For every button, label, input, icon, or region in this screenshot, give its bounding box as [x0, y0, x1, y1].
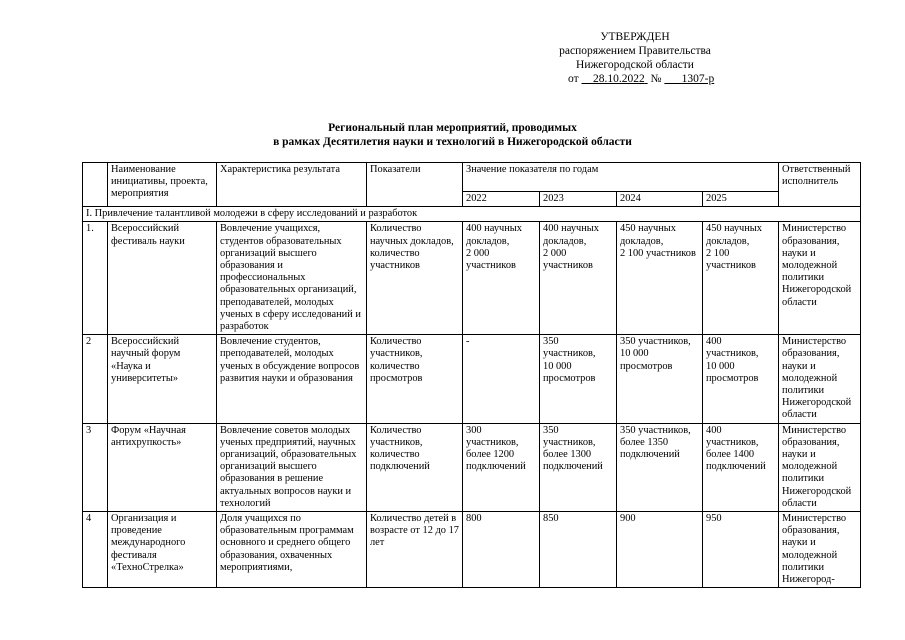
- row-value-2025: 950: [703, 512, 779, 588]
- row-responsible: Министерство образования, науки и молодежной политики Нижегородской области: [779, 222, 861, 335]
- approval-number: [664, 73, 714, 85]
- row-result: Доля учащихся по образовательным программам основного и среднего общего образования, охваченных мероприятиями,: [217, 512, 367, 588]
- row-value-2024: 350 участников, 10 000 просмотров: [617, 335, 703, 423]
- row-value-2023: 400 научных докладов, 2 000 участников: [540, 222, 617, 335]
- table-row: [83, 423, 861, 511]
- row-initiative: Всероссийский фестиваль науки: [108, 222, 217, 335]
- row-value-2025: 400 участников, 10 000 просмотров: [703, 335, 779, 423]
- row-initiative: Организация и проведение международного фестиваля «ТехноСтрелка»: [108, 512, 217, 588]
- row-indicator: Количество участников, количество подключений: [367, 423, 463, 511]
- row-indicator: Количество научных докладов, количество участников: [367, 222, 463, 335]
- header-year-2022: 2022: [463, 192, 540, 207]
- row-indicator: Количество детей в возрасте от 12 до 17 лет: [367, 512, 463, 588]
- row-result: Вовлечение студентов, преподавателей, молодых ученых в обсуждение вопросов развития науки и образования: [217, 335, 367, 423]
- header-values-by-year: Значение показателя по годам: [463, 163, 779, 192]
- approval-date-value: 28.10.2022: [593, 73, 645, 85]
- plan-table: [82, 162, 861, 588]
- header-year-2025: 2025: [703, 192, 779, 207]
- document-title-line-2: в рамках Десятилетия науки и технологий в Нижегородской области: [273, 136, 632, 148]
- header-row-1: [83, 163, 861, 192]
- row-value-2023: 350 участников, более 1300 подключений: [540, 423, 617, 511]
- header-result: Характеристика результата: [217, 163, 367, 207]
- row-responsible: Министерство образования, науки и молодежной политики Нижегородской области: [779, 423, 861, 511]
- row-value-2023: 850: [540, 512, 617, 588]
- approval-title: УТВЕРЖДЕН: [600, 31, 670, 43]
- approval-date-number-row: [530, 72, 740, 86]
- table-row: [83, 335, 861, 423]
- approval-from-label: от: [568, 73, 579, 85]
- row-initiative: Всероссийский научный форум «Наука и университеты»: [108, 335, 217, 423]
- approval-line-2: Нижегородской области: [576, 59, 694, 71]
- document-title-line-1: Региональный план мероприятий, проводимых: [328, 122, 577, 134]
- header-year-2023: 2023: [540, 192, 617, 207]
- row-value-2023: 350 участников, 10 000 просмотров: [540, 335, 617, 423]
- row-value-2024: 350 участников, более 1350 подключений: [617, 423, 703, 511]
- row-num: 3: [83, 423, 108, 511]
- row-num: 4: [83, 512, 108, 588]
- approval-date: [582, 73, 648, 85]
- approval-line-1: распоряжением Правительства: [559, 45, 711, 57]
- approval-number-sign: №: [650, 73, 662, 85]
- row-value-2024: 450 научных докладов, 2 100 участников: [617, 222, 703, 335]
- row-responsible: Министерство образования, науки и молодежной политики Нижегород-: [779, 512, 861, 588]
- header-num: [83, 163, 108, 207]
- header-initiative: Наименование инициативы, проекта, мероприятия: [108, 163, 217, 207]
- row-value-2022: 300 участников, более 1200 подключений: [463, 423, 540, 511]
- row-value-2022: 400 научных докладов, 2 000 участников: [463, 222, 540, 335]
- row-indicator: Количество участников, количество просмотров: [367, 335, 463, 423]
- table-row: [83, 222, 861, 335]
- row-value-2025: 450 научных докладов, 2 100 участников: [703, 222, 779, 335]
- section-heading: I. Привлечение талантливой молодежи в сферу исследований и разработок: [83, 207, 861, 222]
- approval-number-value: 1307-р: [681, 73, 715, 85]
- row-value-2022: 800: [463, 512, 540, 588]
- row-responsible: Министерство образования, науки и молодежной политики Нижегородской области: [779, 335, 861, 423]
- row-value-2022: -: [463, 335, 540, 423]
- table-row: [83, 512, 861, 588]
- document-title: [0, 121, 905, 149]
- row-value-2025: 400 участников, более 1400 подключений: [703, 423, 779, 511]
- row-result: Вовлечение советов молодых ученых предприятий, научных организаций, образовательных организаций высшего образования в решение актуальных вопросов науки и технологий: [217, 423, 367, 511]
- row-initiative: Форум «Научная антихрупкость»: [108, 423, 217, 511]
- header-year-2024: 2024: [617, 192, 703, 207]
- row-value-2024: 900: [617, 512, 703, 588]
- header-indicators: Показатели: [367, 163, 463, 207]
- row-num: 2: [83, 335, 108, 423]
- section-row-1: [83, 207, 861, 222]
- header-responsible: Ответственный исполнитель: [779, 163, 861, 207]
- row-result: Вовлечение учащихся, студентов образовательных организаций высшего образования и профессиональных образовательных организаций, преподавателей, молодых ученых в сферу исследований и разработок: [217, 222, 367, 335]
- row-num: 1.: [83, 222, 108, 335]
- approval-block: [530, 30, 740, 86]
